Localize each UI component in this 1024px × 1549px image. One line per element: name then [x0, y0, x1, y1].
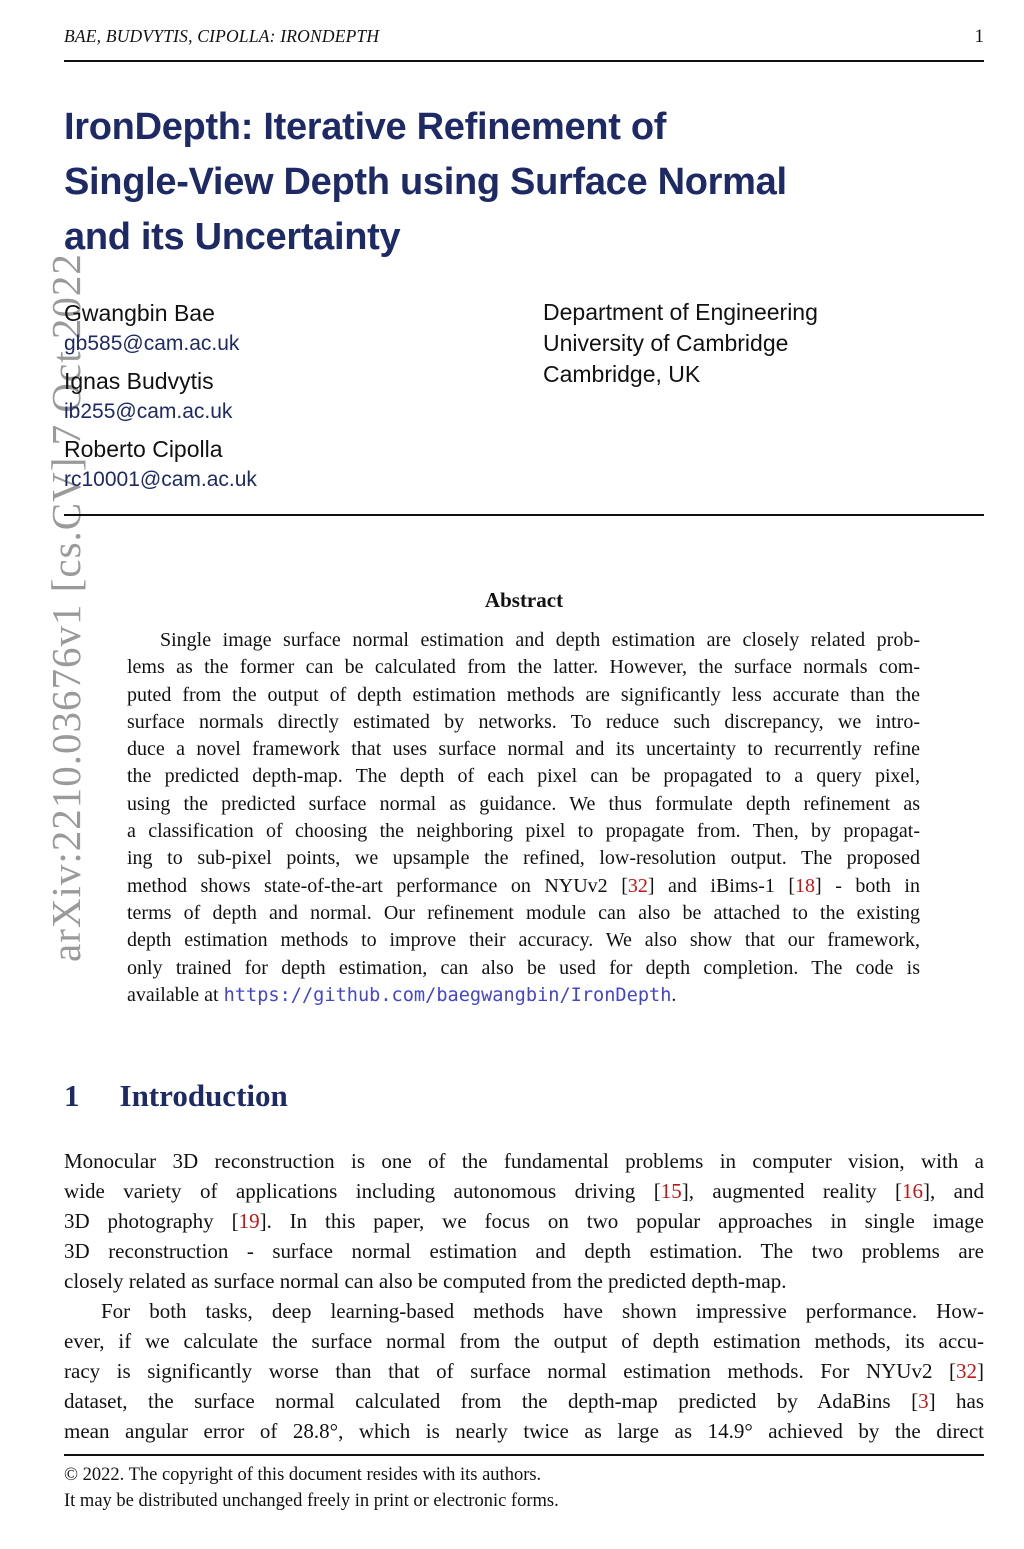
- text-line: surface normals directly estimated by networks. To reduce such discrepancy, we intro-: [127, 710, 920, 733]
- abstract-heading: Abstract: [484, 588, 564, 612]
- text-line: For both tasks, deep learning-based methods have shown impressive performance. How-: [101, 1299, 984, 1323]
- text-line: lems as the former can be calculated from the latter. However, the surface normals com-: [127, 656, 920, 679]
- abstract-text: [127, 627, 920, 1009]
- code-url-link[interactable]: https://github.com/baegwangbin/IronDepth: [223, 984, 672, 1006]
- section-number: 1: [64, 1078, 80, 1113]
- author-block: [64, 365, 534, 426]
- text-line: a classification of choosing the neighboring pixel to propagate from. Then, by propagat-: [127, 820, 920, 843]
- text-line: Single image surface normal estimation and depth estimation are closely related prob-: [160, 629, 920, 651]
- author-block: [64, 297, 534, 358]
- text-line: puted from the output of depth estimation methods are significantly less accurate than the: [127, 683, 920, 706]
- intro-paragraph: [64, 1146, 984, 1296]
- text-line: mean angular error of 28.8°, which is nearly twice as large as 14.9° achieved by the direct: [64, 1419, 984, 1443]
- text-line: duce a novel framework that uses surface normal and its uncertainty to recurrently refine: [127, 738, 920, 761]
- citation-link[interactable]: 15: [660, 1179, 682, 1203]
- author-email-link[interactable]: gb585@cam.ac.uk: [64, 332, 240, 355]
- arxiv-watermark: arXiv:2210.03676v1 [cs.CV] 7 Oct 2022: [43, 253, 89, 962]
- citation-link[interactable]: 19: [238, 1209, 260, 1233]
- text-line: 3D photography [19]. In this paper, we focus on two popular approaches in single image: [64, 1209, 984, 1233]
- text-line: ing to sub-pixel points, we upsample the refined, low-resolution output. The proposed: [127, 847, 920, 870]
- citation-link[interactable]: 3: [918, 1389, 929, 1413]
- text-line: using the predicted surface normal as guidance. We thus formulate depth refinement as: [127, 792, 920, 815]
- text-line: ever, if we calculate the surface normal from the output of depth estimation methods, its accu-: [64, 1329, 984, 1353]
- affiliation-line: University of Cambridge: [543, 330, 789, 356]
- citation-link[interactable]: 32: [627, 874, 648, 897]
- title-line: IronDepth: Iterative Refinement of: [64, 106, 667, 148]
- footer-line: It may be distributed unchanged freely in print or electronic forms.: [64, 1491, 559, 1511]
- intro-paragraph: [64, 1296, 984, 1446]
- text-line: closely related as surface normal can also be computed from the predicted depth-map.: [64, 1269, 787, 1293]
- authors-list: [64, 297, 534, 501]
- text-line: dataset, the surface normal calculated from the depth-map predicted by AdaBins [3] has: [64, 1389, 984, 1413]
- text-line: the predicted depth-map. The depth of each pixel can be propagated to a query pixel,: [127, 765, 920, 788]
- author-name: Gwangbin Bae: [64, 300, 215, 326]
- text-line: only trained for depth estimation, can also be used for depth completion. The code is: [127, 956, 920, 979]
- title-line: and its Uncertainty: [64, 216, 401, 258]
- text-line: wide variety of applications including autonomous driving [15], augmented reality [16], and: [64, 1179, 984, 1203]
- text-line: 3D reconstruction - surface normal estimation and depth estimation. The two problems are: [64, 1239, 984, 1263]
- paper-title: [64, 100, 984, 265]
- header-rule: [64, 60, 984, 62]
- affiliation: [543, 297, 984, 390]
- affiliation-line: Cambridge, UK: [543, 361, 701, 387]
- running-header: [64, 26, 984, 48]
- section-title: Introduction: [119, 1078, 288, 1113]
- author-email-link[interactable]: ib255@cam.ac.uk: [64, 400, 233, 423]
- author-block: [64, 433, 534, 494]
- running-title: BAE, BUDVYTIS, CIPOLLA: IRONDEPTH: [64, 26, 380, 46]
- affiliation-line: Department of Engineering: [543, 299, 818, 325]
- citation-link[interactable]: 32: [956, 1359, 977, 1383]
- text-line: terms of depth and normal. Our refinement module can also be attached to the existing: [127, 901, 920, 924]
- text-line: available at https://github.com/baegwangbin/IronDepth.: [127, 983, 677, 1006]
- citation-link[interactable]: 16: [902, 1179, 923, 1203]
- citation-link[interactable]: 18: [795, 874, 816, 897]
- author-name: Ignas Budvytis: [64, 368, 214, 394]
- author-name: Roberto Cipolla: [64, 436, 223, 462]
- text-line: Monocular 3D reconstruction is one of the fundamental problems in computer vision, with a: [64, 1149, 984, 1173]
- title-line: Single-View Depth using Surface Normal: [64, 161, 787, 203]
- copyright-footer: [64, 1462, 984, 1514]
- authors-rule: [64, 514, 984, 516]
- author-email-link[interactable]: rc10001@cam.ac.uk: [64, 468, 257, 491]
- footer-rule: [64, 1454, 984, 1456]
- text-line: depth estimation methods to improve their accuracy. We also show that our framework,: [127, 929, 920, 952]
- section-heading-introduction: [64, 1078, 984, 1114]
- text-line: method shows state-of-the-art performance on NYUv2 [32] and iBims-1 [18] - both in: [127, 874, 920, 897]
- page-number: 1: [974, 26, 984, 47]
- text-line: racy is significantly worse than that of surface normal estimation methods. For NYUv2 [32]: [64, 1359, 984, 1383]
- footer-line: © 2022. The copyright of this document resides with its authors.: [64, 1465, 542, 1485]
